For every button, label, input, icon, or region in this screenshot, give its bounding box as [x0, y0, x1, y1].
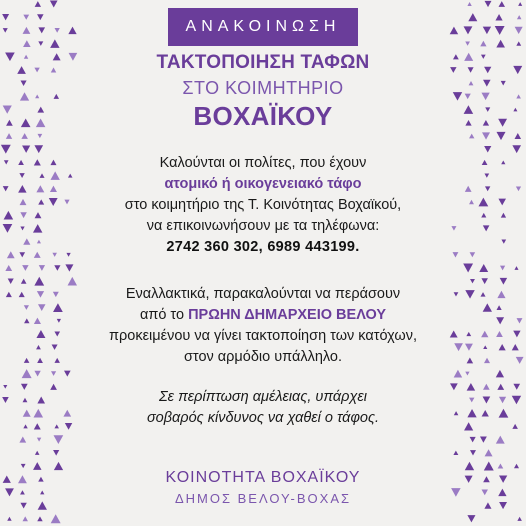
triangle-ornament	[516, 186, 521, 191]
triangle-ornament	[5, 265, 12, 271]
paragraph-text: από το	[139, 307, 189, 323]
triangle-ornament	[501, 81, 506, 86]
triangle-ornament	[17, 66, 26, 74]
triangle-ornament	[34, 68, 39, 73]
triangle-ornament	[6, 133, 12, 139]
triangle-ornament	[37, 240, 41, 244]
triangle-ornament	[485, 449, 493, 456]
announcement-banner: ΑΝΑΚΟΙΝΩΣΗ	[168, 8, 358, 46]
triangle-ornament	[35, 212, 42, 218]
triangle-ornament	[481, 93, 489, 100]
triangle-ornament	[498, 463, 504, 468]
triangle-ornament	[36, 185, 44, 192]
triangle-ornament	[3, 28, 8, 33]
triangle-ornament	[480, 292, 485, 297]
triangle-ornament	[57, 319, 61, 323]
triangle-ornament	[18, 185, 26, 193]
triangle-ornament	[68, 174, 73, 178]
right-triangle-border	[446, 0, 526, 526]
triangle-ornament	[66, 253, 70, 257]
triangle-ornament	[469, 200, 474, 204]
triangle-ornament	[18, 475, 27, 483]
triangle-ornament	[484, 146, 491, 152]
triangle-ornament	[497, 291, 505, 298]
triangle-ornament	[68, 27, 76, 34]
triangle-ornament	[470, 450, 476, 455]
triangle-ornament	[24, 358, 30, 363]
triangle-ornament	[454, 343, 463, 351]
triangle-ornament	[496, 370, 504, 377]
triangle-ornament	[23, 15, 29, 20]
triangle-ornament	[54, 435, 64, 444]
triangle-ornament	[498, 119, 507, 127]
triangle-ornament	[482, 410, 489, 417]
triangle-ornament	[453, 451, 458, 455]
triangle-ornament	[516, 94, 521, 98]
triangle-ornament	[21, 279, 27, 284]
triangle-ornament	[512, 424, 518, 429]
triangle-ornament	[496, 436, 505, 444]
triangle-ornament	[465, 186, 472, 192]
triangle-ornament	[512, 344, 519, 350]
paragraph-line	[90, 305, 436, 326]
triangle-ornament	[38, 501, 47, 509]
triangle-ornament	[465, 290, 474, 299]
triangle-ornament	[465, 372, 469, 376]
triangle-ornament	[497, 384, 504, 390]
triangle-ornament	[484, 502, 491, 508]
triangle-ornament	[485, 1, 492, 7]
paragraph-line: Εναλλακτικά, παρακαλούνται να περάσουν	[125, 286, 401, 302]
triangle-ornament	[498, 199, 506, 206]
triangle-ornament	[453, 54, 459, 59]
triangle-ornament	[464, 422, 473, 430]
triangle-ornament	[450, 67, 456, 73]
triangle-ornament	[482, 160, 488, 165]
triangle-ornament	[495, 26, 505, 35]
triangle-ornament	[499, 344, 506, 350]
triangle-ornament	[39, 265, 45, 271]
triangle-ornament	[50, 160, 56, 165]
triangle-ornament	[483, 345, 487, 349]
paragraph-line: να επικοινωνήσουν με τα τηλέφωνα:	[146, 218, 380, 234]
triangle-ornament	[19, 292, 25, 297]
triangle-ornament	[514, 464, 519, 469]
triangle-ornament	[37, 438, 41, 442]
triangle-ornament	[23, 516, 28, 521]
triangle-ornament	[34, 318, 41, 324]
triangle-ornament	[54, 358, 59, 363]
triangle-ornament	[483, 384, 490, 390]
triangle-ornament	[7, 251, 15, 258]
triangle-ornament	[33, 462, 41, 470]
triangle-ornament	[483, 397, 491, 404]
announcement-content	[90, 0, 436, 526]
paragraph-line: στο κοιμητήριο της Τ. Κοινότητας Βοχαϊκού,	[124, 197, 402, 213]
triangle-ornament	[483, 476, 490, 482]
triangle-ornament	[51, 371, 56, 376]
highlight-text: ατομικό ή οικογενειακό τάφο	[164, 176, 362, 192]
triangle-ornament	[499, 397, 506, 403]
triangle-ornament	[467, 515, 475, 522]
triangle-ornament	[21, 464, 26, 468]
triangle-ornament	[23, 398, 28, 402]
triangle-ornament	[451, 226, 456, 231]
triangle-ornament	[513, 331, 520, 338]
triangle-ornament	[38, 304, 46, 311]
left-triangle-border	[0, 0, 80, 526]
triangle-ornament	[481, 331, 488, 338]
triangle-ornament	[500, 278, 507, 285]
triangle-ornament	[4, 160, 9, 164]
paragraph-alternative	[90, 284, 436, 368]
triangle-ornament	[464, 105, 474, 114]
triangle-ornament	[467, 409, 476, 417]
triangle-ornament	[481, 55, 486, 59]
triangle-ornament	[8, 278, 14, 283]
triangle-ornament	[468, 67, 474, 72]
triangle-ornament	[514, 266, 518, 270]
triangle-ornament	[37, 397, 45, 404]
triangle-ornament	[481, 278, 487, 284]
triangle-ornament	[55, 28, 60, 33]
triangle-ornament	[450, 330, 458, 337]
triangle-ornament	[39, 173, 44, 178]
warning-line: Σε περίπτωση αμέλειας, υπάρχει	[158, 389, 367, 405]
triangle-ornament	[481, 213, 486, 218]
triangle-ornament	[516, 357, 524, 364]
triangle-ornament	[20, 212, 26, 218]
paragraph-line: προκειμένου να γίνει τακτοποίηση των κατόχων,	[109, 328, 417, 344]
triangle-ornament	[22, 369, 32, 378]
triangle-ornament	[482, 132, 490, 139]
triangle-ornament	[463, 264, 473, 273]
triangle-ornament	[454, 292, 459, 296]
triangle-ornament	[37, 107, 44, 113]
triangle-ornament	[485, 186, 490, 191]
triangle-ornament	[4, 211, 14, 220]
triangle-ornament	[469, 81, 474, 85]
triangle-ornament	[467, 357, 474, 363]
triangle-ornament	[6, 120, 13, 126]
triangle-ornament	[35, 95, 39, 99]
triangle-ornament	[450, 27, 459, 35]
triangle-ornament	[34, 409, 44, 418]
triangle-ornament	[24, 55, 28, 59]
triangle-ornament	[468, 13, 477, 21]
triangle-ornament	[498, 489, 506, 497]
triangle-ornament	[22, 265, 28, 271]
triangle-ornament	[49, 198, 58, 206]
triangle-ornament	[34, 159, 41, 165]
triangle-ornament	[68, 277, 77, 286]
triangle-ornament	[50, 186, 57, 192]
triangle-ornament	[54, 265, 60, 271]
triangle-ornament	[33, 224, 42, 233]
triangle-ornament	[465, 41, 470, 45]
triangle-ornament	[499, 502, 507, 509]
triangle-ornament	[50, 171, 59, 179]
triangle-ornament	[469, 398, 474, 403]
triangle-ornament	[517, 517, 522, 521]
triangle-ornament	[24, 305, 29, 310]
triangle-ornament	[54, 94, 60, 99]
triangle-ornament	[454, 370, 463, 378]
triangle-ornament	[52, 344, 58, 349]
triangle-ornament	[51, 68, 56, 73]
triangle-ornament	[467, 2, 471, 6]
triangle-ornament	[3, 385, 7, 389]
triangle-ornament	[65, 264, 73, 271]
triangle-ornament	[38, 199, 44, 204]
triangle-ornament	[483, 225, 490, 231]
triangle-ornament	[64, 371, 71, 377]
triangle-ornament	[23, 27, 31, 34]
triangle-ornament	[35, 451, 40, 455]
triangle-ornament	[478, 198, 488, 207]
triangle-ornament	[20, 503, 26, 509]
triangle-ornament	[479, 264, 488, 272]
triangle-ornament	[54, 462, 63, 470]
triangle-ornament	[21, 384, 28, 390]
triangle-ornament	[470, 437, 476, 442]
triangle-ornament	[484, 173, 489, 177]
triangle-ornament	[34, 371, 40, 377]
triangle-ornament	[19, 173, 24, 178]
triangle-ornament	[501, 213, 506, 218]
paragraph-line: Καλούνται οι πολίτες, που έχουν	[159, 155, 367, 171]
triangle-ornament	[513, 66, 522, 74]
triangle-ornament	[21, 133, 28, 139]
triangle-ornament	[499, 475, 507, 482]
triangle-ornament	[37, 14, 44, 20]
triangle-ornament	[5, 52, 15, 61]
paragraph-warning	[90, 387, 436, 429]
triangle-ornament	[451, 488, 461, 497]
triangle-ornament	[3, 105, 12, 113]
triangle-ornament	[21, 118, 31, 127]
triangle-ornament	[5, 488, 14, 496]
triangle-ornament	[54, 331, 60, 336]
footer-community: ΚΟΙΝΟΤΗΤΑ ΒΟΧΑΪΚΟΥ	[165, 469, 361, 486]
triangle-ornament	[465, 344, 473, 351]
triangle-ornament	[499, 1, 505, 7]
triangle-ornament	[53, 292, 59, 297]
triangle-ornament	[465, 94, 471, 100]
triangle-ornament	[496, 317, 504, 324]
triangle-ornament	[23, 424, 27, 428]
triangle-ornament	[515, 133, 522, 139]
triangle-ornament	[465, 120, 471, 126]
triangle-ornament	[483, 120, 489, 126]
triangle-ornament	[450, 383, 458, 390]
triangle-ornament	[24, 318, 29, 323]
triangle-ornament	[36, 330, 45, 338]
triangle-ornament	[512, 396, 521, 404]
triangle-ornament	[485, 107, 490, 112]
triangle-ornament	[3, 475, 11, 482]
warning-line: σοβαρός κίνδυνος να χαθεί ο τάφος.	[146, 410, 380, 426]
triangle-ornament	[20, 490, 25, 494]
triangle-ornament	[53, 303, 63, 312]
triangle-ornament	[465, 476, 473, 483]
triangle-ornament	[516, 41, 521, 45]
triangle-ornament	[19, 437, 26, 443]
triangle-ornament	[515, 27, 523, 34]
triangle-ornament	[36, 119, 46, 128]
triangle-ornament	[466, 332, 471, 336]
triangle-ornament	[40, 490, 44, 494]
triangle-ornament	[38, 41, 43, 45]
triangle-ornament	[513, 108, 517, 112]
triangle-ornament	[50, 384, 57, 390]
triangle-ornament	[21, 80, 27, 86]
triangle-ornament	[34, 252, 41, 258]
triangle-ornament	[499, 409, 509, 418]
paragraph-line: στον αρμόδιο υπάλληλο.	[183, 349, 343, 365]
triangle-ornament	[517, 318, 523, 323]
triangle-ornament	[22, 146, 30, 153]
triangle-ornament	[518, 2, 522, 6]
title-line-2: ΣΤΟ ΚΟΙΜΗΤΗΡΙΟ	[182, 78, 344, 98]
triangle-ornament	[51, 514, 61, 523]
triangle-ornament	[1, 145, 11, 154]
triangle-ornament	[483, 80, 491, 87]
triangle-ornament	[23, 238, 30, 244]
triangle-ornament	[53, 450, 59, 456]
phone-numbers: 2742 360 302, 6989 443199.	[166, 239, 360, 255]
triangle-ornament	[483, 27, 491, 35]
triangle-ornament	[63, 410, 71, 417]
triangle-ornament	[20, 199, 27, 205]
triangle-ornament	[465, 462, 474, 470]
triangle-ornament	[54, 424, 59, 428]
triangle-ornament	[37, 291, 44, 298]
title-line-3: ΒΟΧΑΪΚΟΥ	[193, 101, 333, 131]
triangle-ornament	[483, 303, 492, 311]
triangle-ornament	[6, 292, 12, 297]
triangle-ornament	[20, 92, 29, 100]
triangle-ornament	[480, 41, 486, 47]
triangle-ornament	[50, 39, 59, 47]
triangle-ornament	[501, 161, 505, 165]
triangle-ornament	[517, 15, 522, 19]
triangle-ornament	[3, 186, 9, 191]
triangle-ornament	[512, 145, 521, 153]
triangle-ornament	[34, 145, 43, 153]
triangle-ornament	[64, 200, 69, 205]
triangle-ornament	[484, 462, 494, 471]
triangle-ornament	[464, 26, 473, 34]
triangle-ornament	[23, 410, 31, 417]
triangle-ornament	[23, 40, 31, 47]
triangle-ornament	[20, 226, 24, 230]
triangle-ornament	[35, 1, 41, 7]
triangle-ornament	[38, 27, 45, 33]
triangle-ornament	[496, 132, 505, 140]
triangle-ornament	[50, 1, 58, 8]
triangle-ornament	[34, 277, 44, 286]
triangle-ornament	[464, 53, 473, 61]
triangle-ornament	[480, 437, 487, 443]
triangle-ornament	[38, 477, 43, 482]
triangle-ornament	[53, 53, 61, 60]
triangle-ornament	[36, 345, 41, 349]
triangle-ornament	[513, 384, 520, 390]
paragraph-contact	[90, 153, 436, 258]
triangle-ornament	[484, 67, 491, 74]
triangle-ornament	[37, 358, 43, 363]
triangle-ornament	[453, 252, 459, 257]
triangle-ornament	[496, 305, 501, 310]
triangle-ornament	[38, 134, 43, 138]
triangle-ornament	[34, 423, 41, 429]
triangle-ornament	[500, 266, 505, 271]
triangle-ornament	[37, 516, 42, 521]
triangle-ornament	[453, 92, 462, 101]
triangle-ornament	[65, 423, 72, 430]
triangle-ornament	[484, 358, 490, 363]
triangle-ornament	[495, 14, 502, 21]
triangle-ornament	[467, 383, 476, 391]
triangle-ornament	[454, 411, 459, 415]
triangle-ornament	[3, 224, 13, 233]
triangle-ornament	[482, 490, 488, 496]
triangle-ornament	[19, 252, 25, 257]
location-highlight: ΠΡΩΗΝ ΔΗΜΑΡΧΕΙΟ ΒΕΛΟΥ	[188, 307, 387, 323]
triangle-ornament	[501, 239, 506, 243]
triangle-ornament	[469, 134, 474, 139]
triangle-ornament	[7, 517, 11, 521]
title-line-1: ΤΑΚΤΟΠΟΙΗΣΗ ΤΑΦΩΝ	[156, 52, 370, 73]
triangle-ornament	[470, 252, 476, 257]
triangle-ornament	[470, 279, 475, 283]
triangle-ornament	[2, 14, 9, 20]
triangle-ornament	[2, 397, 9, 403]
triangle-ornament	[496, 331, 503, 337]
footer-municipality: ΔΗΜΟΣ ΒΕΛΟΥ-ΒΟΧΑΣ	[174, 491, 352, 506]
triangle-ornament	[69, 53, 78, 61]
triangle-ornament	[18, 160, 24, 165]
triangle-ornament	[52, 253, 57, 257]
triangle-ornament	[496, 40, 505, 48]
